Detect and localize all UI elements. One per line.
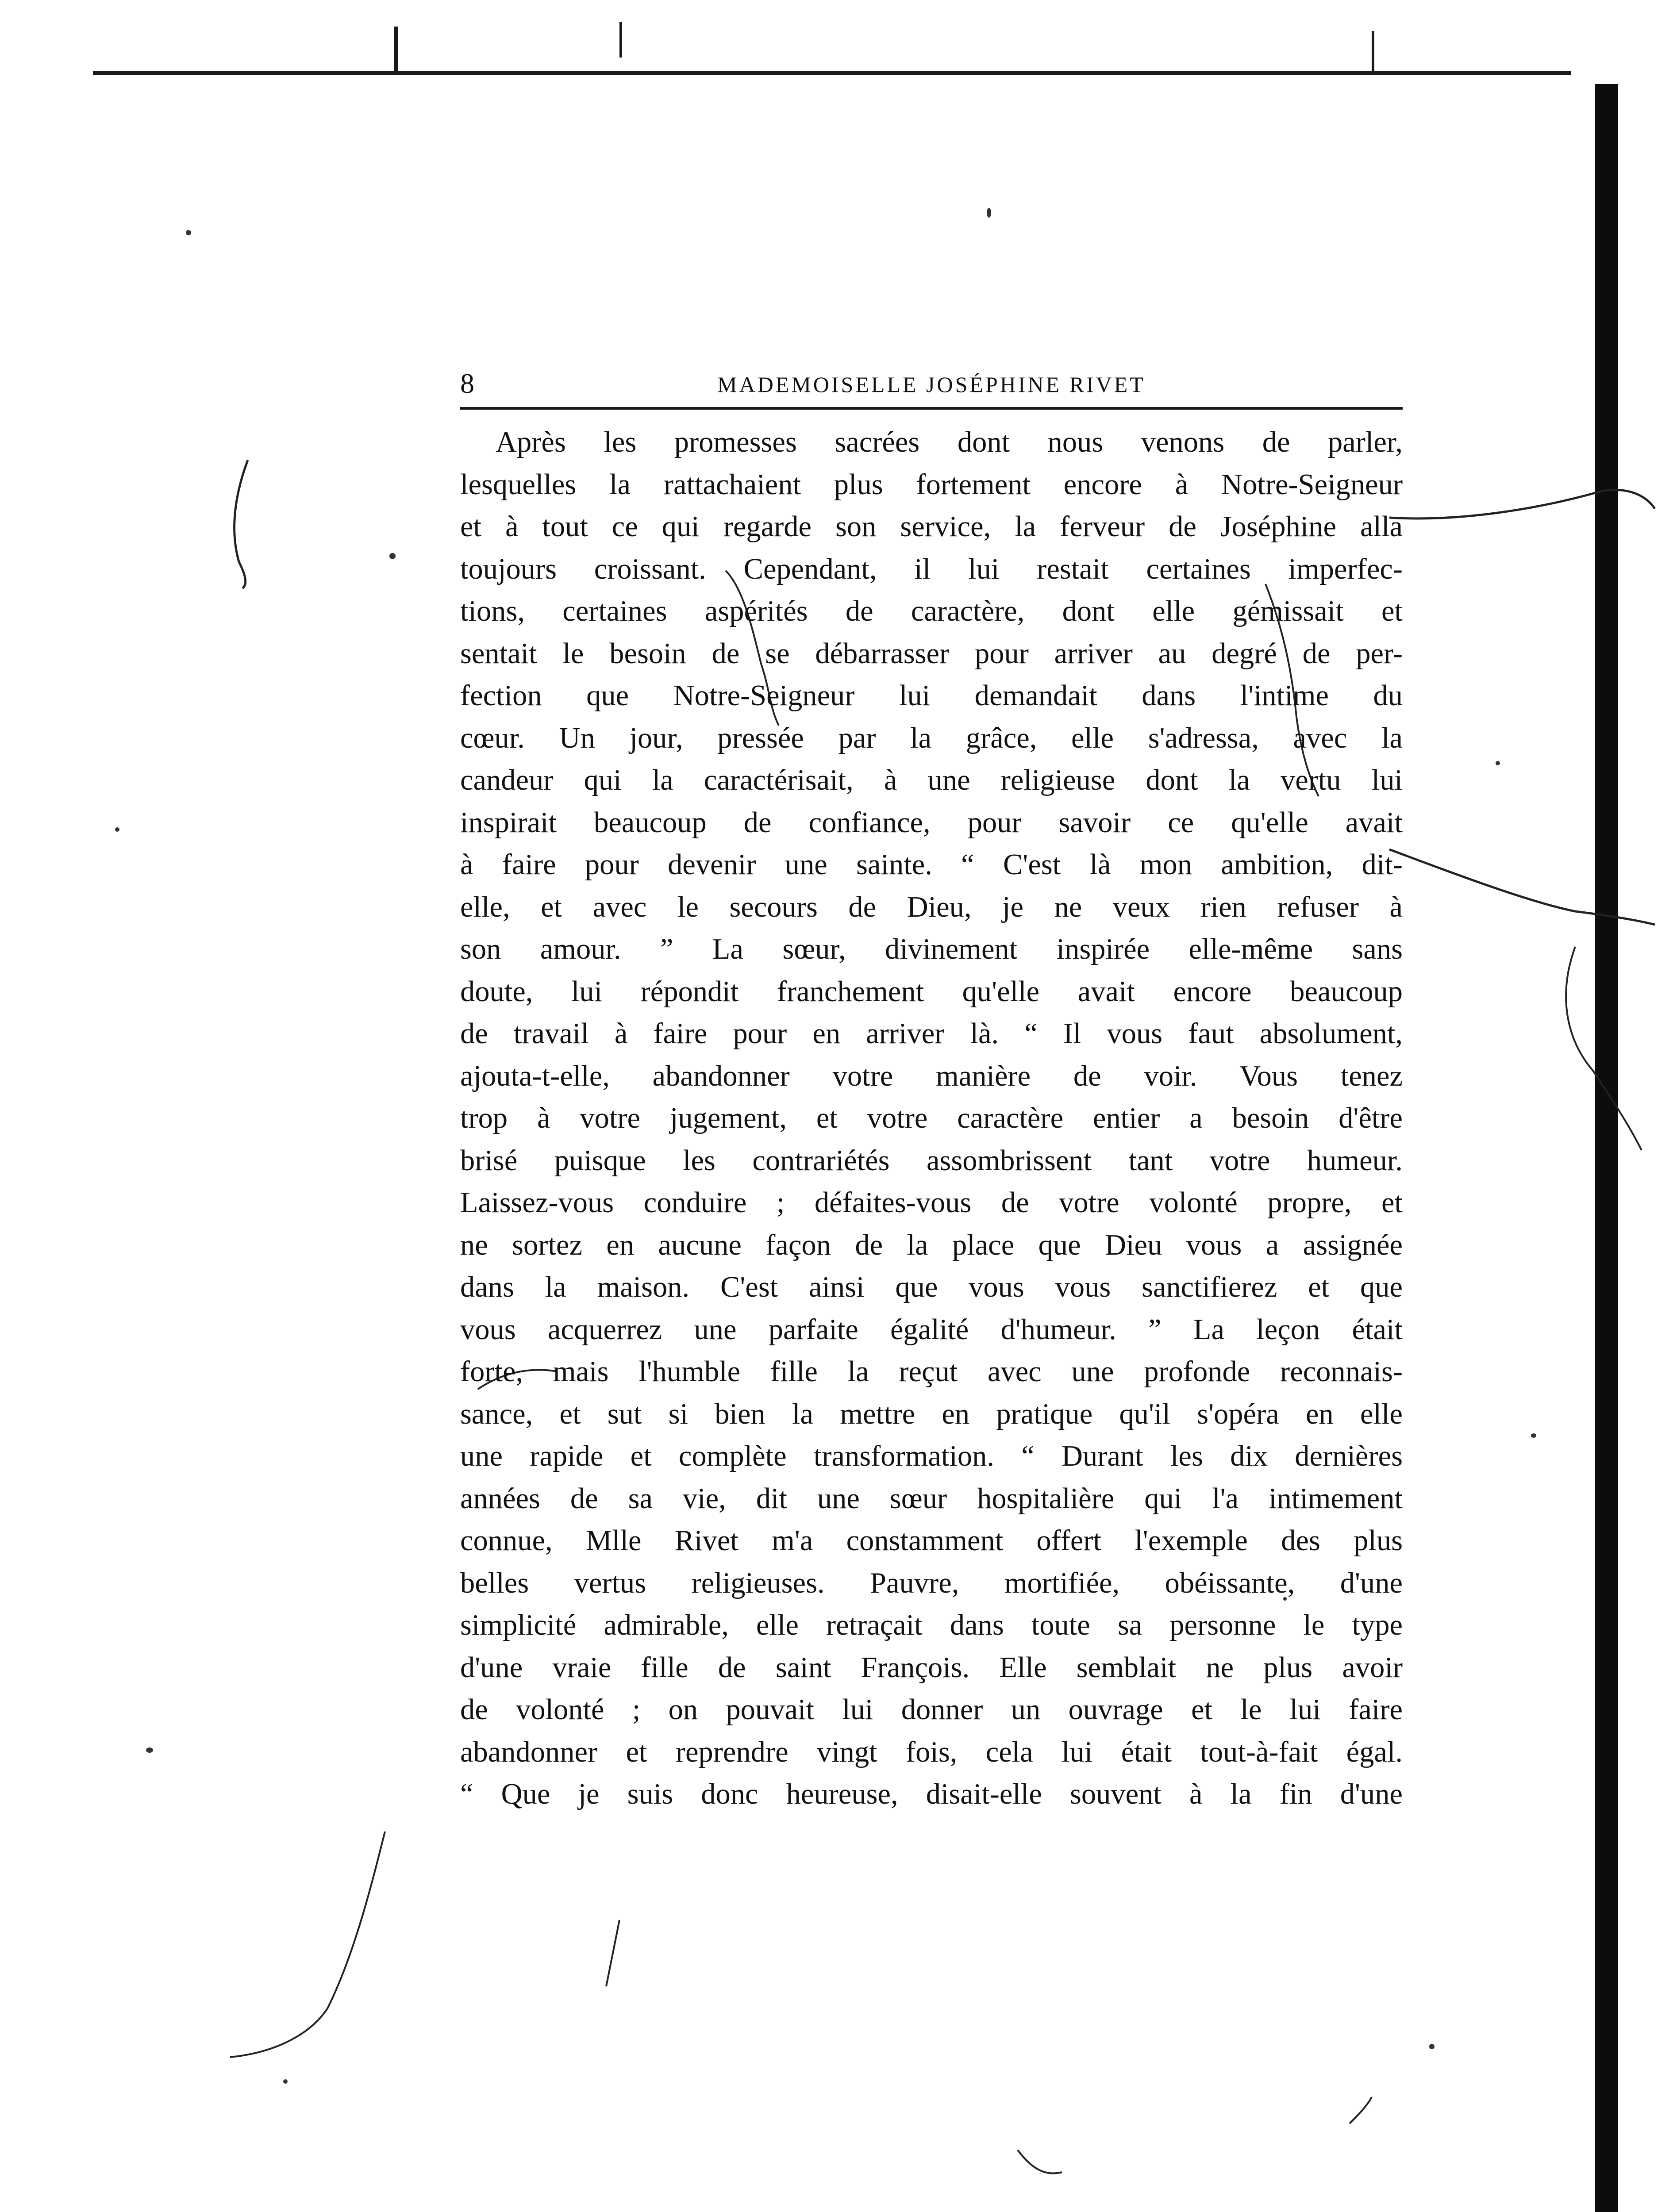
- text-line: de volonté ; on pouvait lui donner un ouvrage et le lui faire: [460, 1694, 1403, 1726]
- text-line: son amour. ” La sœur, divinement inspirée elle-même sans: [460, 933, 1403, 965]
- scan-mark: [1372, 31, 1374, 71]
- text-line: simplicité admirable, elle retraçait dans toute sa personne le type: [460, 1609, 1403, 1641]
- text-line: d'une vraie fille de saint François. Elle semblait ne plus avoir: [460, 1651, 1403, 1684]
- scan-speck: [1496, 761, 1500, 765]
- text-line: lesquelles la rattachaient plus fortement encore à Notre-Seigneur: [460, 468, 1403, 501]
- text-line: de travail à faire pour en arriver là. “ Il vous faut absolument,: [460, 1018, 1403, 1050]
- scan-speck: [389, 553, 396, 559]
- text-line: connue, Mlle Rivet m'a constamment offert l'exemple des plus: [460, 1525, 1403, 1557]
- text-line: une rapide et complète transformation. “ Durant les dix dernières: [460, 1440, 1403, 1472]
- scan-speck: [283, 2079, 288, 2084]
- text-line: et à tout ce qui regarde son service, la ferveur de Joséphine alla: [460, 511, 1403, 543]
- text-line: elle, et avec le secours de Dieu, je ne veux rien refuser à: [460, 891, 1403, 923]
- text-line: dans la maison. C'est ainsi que vous vous sanctifierez et que: [460, 1271, 1403, 1303]
- scan-speck: [146, 1747, 153, 1753]
- running-head: [460, 358, 1403, 410]
- text-line: inspirait beaucoup de confiance, pour savoir ce qu'elle avait: [460, 806, 1403, 839]
- text-line: ajouta-t-elle, abandonner votre manière de voir. Vous tenez: [460, 1060, 1403, 1092]
- page-number: 8: [460, 368, 474, 399]
- text-line: sance, et sut si bien la mettre en pratique qu'il s'opéra en elle: [460, 1398, 1403, 1430]
- text-line: belles vertus religieuses. Pauvre, mortifiée, obéissante, d'une: [460, 1567, 1403, 1599]
- scan-speck: [186, 230, 191, 235]
- running-head-title: MADEMOISELLE JOSÉPHINE RIVET: [717, 372, 1146, 397]
- text-line: vous acquerrez une parfaite égalité d'humeur. ” La leçon était: [460, 1313, 1403, 1346]
- scan-speck: [1531, 1433, 1536, 1438]
- scan-border-top: [93, 71, 1571, 75]
- text-line: fection que Notre-Seigneur lui demandait dans l'intime du: [460, 680, 1403, 712]
- text-line: brisé puisque les contrariétés assombrissent tant votre humeur.: [460, 1144, 1403, 1177]
- scan-speck: [115, 827, 119, 832]
- scan-speck: [987, 208, 991, 218]
- text-line: à faire pour devenir une sainte. “ C'est là mon ambition, dit-: [460, 849, 1403, 881]
- text-line: “ Que je suis donc heureuse, disait-elle souvent à la fin d'une: [460, 1778, 1403, 1810]
- text-line: candeur qui la caractérisait, à une religieuse dont la vertu lui: [460, 764, 1403, 796]
- text-line: Après les promesses sacrées dont nous venons de parler,: [496, 426, 1403, 458]
- text-line: tions, certaines aspérités de caractère, dont elle gémissait et: [460, 595, 1403, 627]
- text-line: cœur. Un jour, pressée par la grâce, elle s'adressa, avec la: [460, 722, 1403, 754]
- text-line: trop à votre jugement, et votre caractère entier a besoin d'être: [460, 1102, 1403, 1134]
- text-line: toujours croissant. Cependant, il lui restait certaines imperfec-: [460, 553, 1403, 585]
- scan-speck: [1429, 2044, 1435, 2049]
- text-line: Laissez-vous conduire ; défaites-vous de votre volonté propre, et: [460, 1187, 1403, 1219]
- text-line: abandonner et reprendre vingt fois, cela lui était tout-à-fait égal.: [460, 1736, 1403, 1768]
- scan-border-right: [1595, 84, 1618, 2212]
- scan-mark: [394, 27, 398, 71]
- scan-mark: [619, 22, 622, 58]
- text-line: années de sa vie, dit une sœur hospitalière qui l'a intimement: [460, 1482, 1403, 1515]
- text-line: doute, lui répondit franchement qu'elle avait encore beaucoup: [460, 975, 1403, 1008]
- body-paragraph: [460, 421, 1403, 1816]
- text-line: ne sortez en aucune façon de la place que Dieu vous a assignée: [460, 1229, 1403, 1261]
- book-page: [460, 358, 1403, 1816]
- text-line: forte, mais l'humble fille la reçut avec une profonde reconnais-: [460, 1356, 1403, 1388]
- text-line: sentait le besoin de se débarrasser pour arriver au degré de per-: [460, 637, 1403, 670]
